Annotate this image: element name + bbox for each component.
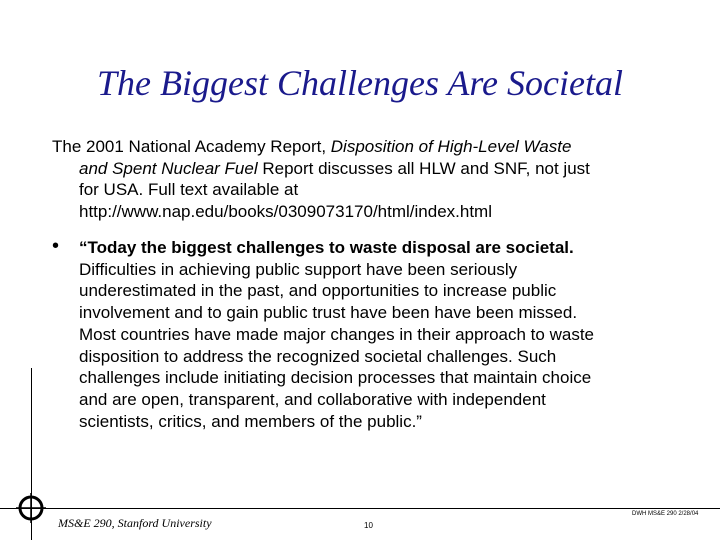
quote-line: Difficulties in achieving public support have been seriously [79,259,518,279]
footer-course: MS&E 290, Stanford University [58,516,212,530]
quote-line: involvement and to gain public trust have been have been missed. [79,303,578,323]
report-url: http://www.nap.edu/books/0309073170/html/index.html [79,201,492,221]
intro-line-3: for USA. Full text available at [79,180,299,199]
footer-note: DWH MS&E 290 2/28/04 [632,511,699,517]
page-number: 10 [364,521,373,530]
intro-text-rest: Report discusses all HLW and SNF, not just [257,158,590,178]
quote-paragraph [79,237,709,432]
intro-text-start: The 2001 National Academy Report, [52,137,331,156]
intro-line-2 [52,158,702,180]
quote-line: disposition to address the recognized societal challenges. Such [79,346,557,366]
bullet-marker: • [52,235,60,257]
quote-line: underestimated in the past, and opportunities to increase public [79,281,557,301]
quote-line: “Today the biggest challenges to waste disposal are societal. [79,238,574,257]
intro-paragraph [52,136,702,222]
slide-title: The Biggest Challenges Are Societal [97,63,623,103]
quote-line: scientists, critics, and members of the public.” [79,411,422,431]
intro-line-1 [52,136,702,158]
quote-line: and are open, transparent, and collaborative with independent [79,389,546,409]
quote-line: Most countries have made major changes in their approach to waste [79,324,594,344]
report-title-part-1: Disposition of High-Level Waste [330,137,572,156]
report-title-part-2: and Spent Nuclear Fuel [79,158,258,178]
footer-rule [0,508,720,509]
quote-line: challenges include initiating decision processes that maintain choice [79,368,592,388]
crosshair-icon [16,493,46,523]
